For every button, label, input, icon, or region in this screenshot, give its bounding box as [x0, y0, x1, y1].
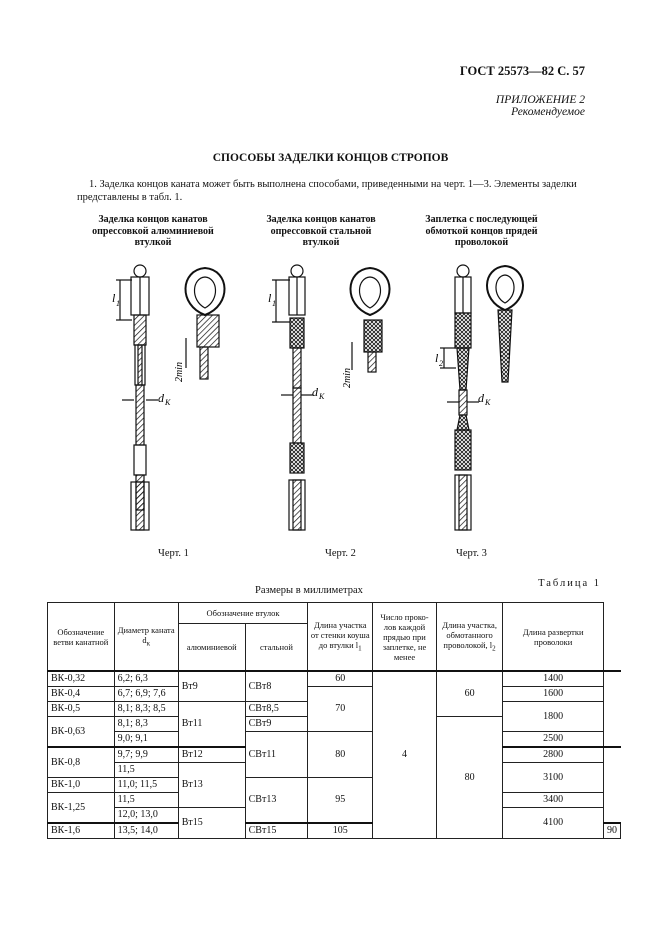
table-cell: 4100 [503, 808, 604, 839]
table-cell: 8,1; 8,3 [114, 717, 178, 732]
header-diameter: Диаметр каната $d_к$ [114, 603, 178, 672]
table-cell: 3100 [503, 763, 604, 793]
table-cell: СВт9 [245, 717, 308, 732]
table-cell: 70 [308, 687, 373, 732]
table-cell: СВт15 [245, 823, 308, 839]
drawings [0, 250, 661, 550]
table-cell: 9,7; 9,9 [114, 747, 178, 763]
table-cell: 60 [436, 671, 503, 717]
svg-text:1: 1 [116, 299, 120, 308]
table-cell: Вт13 [178, 763, 245, 808]
standard-header: ГОСТ 25573—82 С. 57 [459, 64, 585, 78]
table-cell: Вт11 [178, 702, 245, 748]
appendix-subtitle: Рекомендуемое [511, 106, 585, 118]
table-cell: 8,1; 8,3; 8,5 [114, 702, 178, 717]
dim-l1-fig1: l [112, 291, 116, 305]
table-cell: 11,5 [114, 793, 178, 808]
header-length1: Длина участка от стенки коуша до втулки $l_1$ [308, 603, 373, 672]
table-cell: 9,0; 9,1 [114, 732, 178, 748]
header-punctures: Число проко-лов каждой прядью при заплетке, не менее [373, 603, 437, 672]
dim-dk-fig3: d [478, 391, 484, 405]
table-cell: 80 [308, 732, 373, 778]
table-cell: Вт9 [178, 671, 245, 702]
dim-l1-fig2: l [268, 291, 272, 305]
table-cell: ВК-0,5 [48, 702, 115, 717]
appendix-block [496, 94, 585, 118]
intro-paragraph: 1. Заделка концов каната может быть выполнена способами, приведенными на черт. 1—3. Элементы заделки представлены в табл. 1. [77, 179, 577, 203]
table-cell: СВт13 [245, 778, 308, 824]
table-cell: 13,5; 14,0 [114, 823, 178, 839]
header-branch: Обозначение ветви канатной [48, 603, 115, 672]
table-cell: 12,0; 13,0 [114, 808, 178, 824]
table-cell: ВК-0,32 [48, 671, 115, 687]
table-cell: 2500 [503, 732, 604, 748]
svg-text:2: 2 [439, 359, 443, 368]
table-cell: ВК-0,4 [48, 687, 115, 702]
table-cell: 4 [373, 671, 437, 839]
figure-3-label: Черт. 3 [456, 548, 487, 559]
table-cell: ВК-1,6 [48, 823, 115, 839]
header-sleeve: Обозначение втулок [178, 603, 308, 624]
dim-dk-fig2: d [312, 385, 318, 399]
dim-dk-fig1: d [158, 391, 164, 405]
header-aluminum: алюминиевой [178, 624, 245, 672]
table-cell: 6,7; 6,9; 7,6 [114, 687, 178, 702]
figure-1-caption: Заделка концов канатов опрессовкой алюминиевой втулкой [92, 214, 214, 248]
table-units: Размеры в миллиметрах [255, 585, 363, 596]
table-cell: 3400 [503, 793, 604, 808]
table-cell: 2800 [503, 747, 604, 763]
table-cell: 1800 [503, 702, 604, 732]
appendix-title: ПРИЛОЖЕНИЕ 2 [495, 94, 585, 106]
table-cell: Вт15 [178, 808, 245, 839]
table-cell: 60 [308, 671, 373, 687]
table-cell: ВК-1,0 [48, 778, 115, 793]
table-cell: СВт8,5 [245, 702, 308, 717]
section-title: СПОСОБЫ ЗАДЕЛКИ КОНЦОВ СТРОПОВ [212, 152, 449, 164]
table-cell: ВК-0,8 [48, 747, 115, 778]
table-cell: ВК-0,63 [48, 717, 115, 748]
figure-2-caption: Заделка концов канатов опрессовкой стальной втулкой [266, 214, 376, 248]
table-cell: 1600 [503, 687, 604, 702]
dimensions-table [47, 602, 621, 839]
table-cell: СВт11 [245, 732, 308, 778]
table-cell: 80 [436, 717, 503, 839]
svg-text:K: K [485, 398, 491, 407]
dim-2min-fig2: 2min [342, 368, 353, 388]
table-cell: 90 [604, 823, 621, 839]
svg-text:1: 1 [272, 299, 276, 308]
figure-2-label: Черт. 2 [325, 548, 356, 559]
header-length2: Длина участка, обмотанного проволокой, $l_2$ [436, 603, 503, 672]
table-cell: 105 [308, 823, 373, 839]
table-cell: 1400 [503, 671, 604, 687]
header-steel: стальной [245, 624, 308, 672]
table-cell: СВт8 [245, 671, 308, 702]
dim-2min-fig1: 2min [174, 362, 185, 382]
table-label: Таблица 1 [538, 578, 601, 589]
header-unwind: Длина развертки проволоки [503, 603, 604, 672]
figure-2-drawing [272, 265, 390, 530]
table-cell: 6,2; 6,3 [114, 671, 178, 687]
table-cell: 11,5 [114, 763, 178, 778]
dim-l2-fig3: l [435, 351, 439, 365]
figure-3-caption: Заплетка с последующей обмоткой концов прядей проволокой [425, 214, 538, 248]
table-cell: 95 [308, 778, 373, 824]
table-cell: 11,0; 11,5 [114, 778, 178, 793]
svg-text:K: K [319, 392, 325, 401]
svg-text:K: K [165, 398, 171, 407]
table-cell: Вт12 [178, 747, 245, 763]
table-cell: ВК-1,25 [48, 793, 115, 824]
figure-1-label: Черт. 1 [158, 548, 189, 559]
